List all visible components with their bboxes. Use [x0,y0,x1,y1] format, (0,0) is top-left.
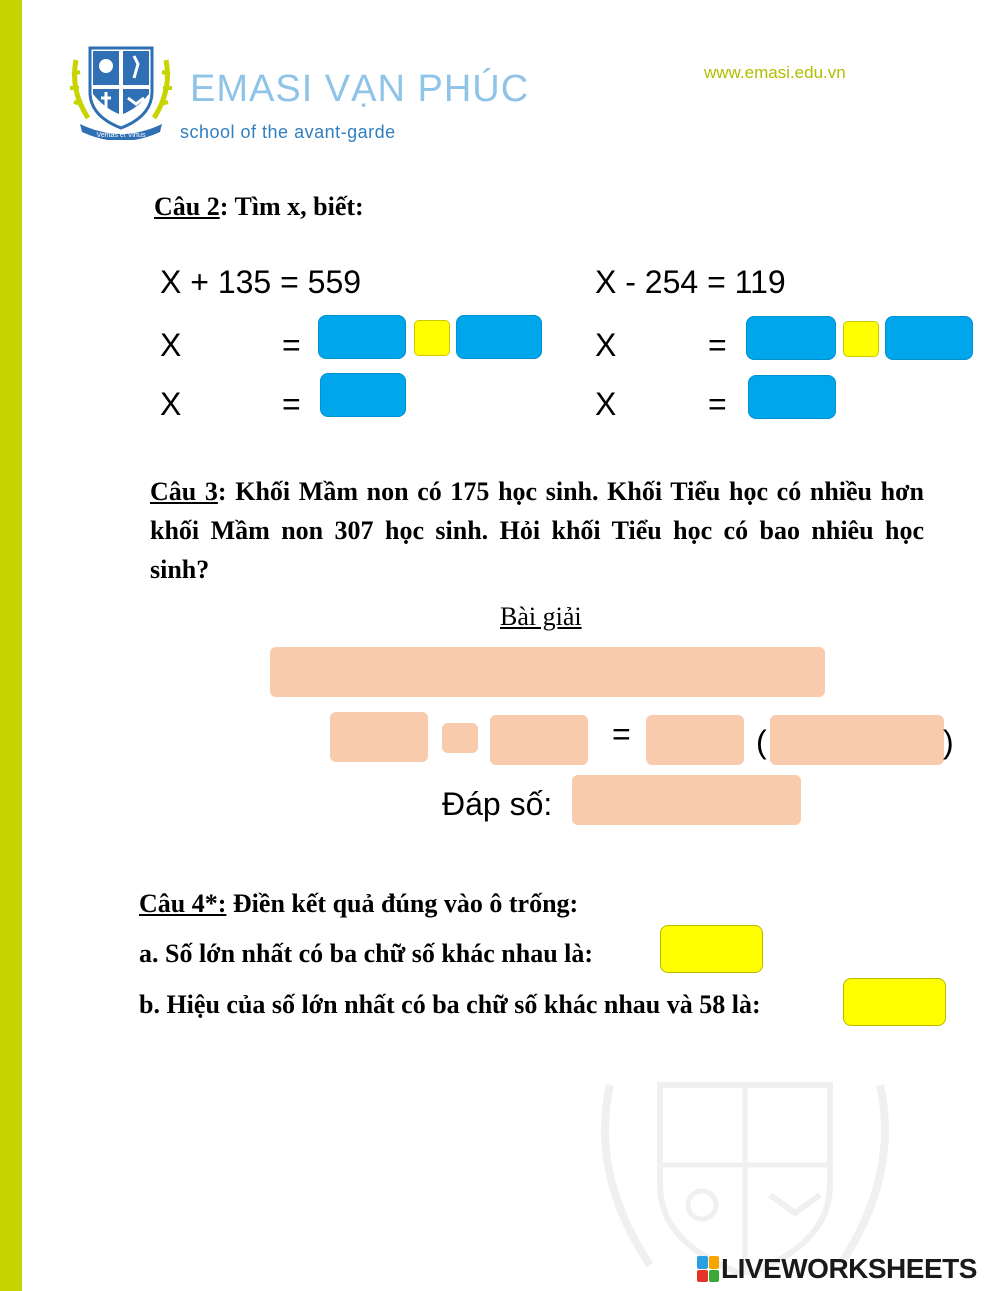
q4-label: Câu 4*: [139,889,227,918]
liveworksheets-brand: LIVEWORKSHEETS [721,1253,977,1284]
q2-title [154,192,364,222]
q3-operand2-input[interactable] [490,715,588,765]
q2-left-operand2-input[interactable] [456,315,542,359]
school-tagline: school of the avant-garde [180,122,396,142]
liveworksheets-icon [697,1256,719,1282]
q2-right-x-row1: X [595,327,617,363]
q3-answer-input[interactable] [572,775,801,825]
q4-prompt: Điền kết quả đúng vào ô trống: [226,889,579,918]
q3-sentence-input[interactable] [270,647,825,697]
q2-right-operand1-input[interactable] [746,316,836,360]
q3-label: Câu 3 [150,477,218,506]
q3-result-input[interactable] [646,715,744,765]
q4-part-b: b. Hiệu của số lớn nhất có ba chữ số khác nhau và 58 là: [139,990,761,1019]
liveworksheets-logo [697,1253,977,1285]
q2-prompt: : Tìm x, biết: [219,192,364,221]
q2-left-x-row1: X [160,327,182,363]
q3-operator-input[interactable] [442,723,478,753]
q2-left-equals-row2: = [282,386,301,422]
q2-left-operand1-input[interactable] [318,315,406,359]
q2-left-result-input[interactable] [320,373,406,417]
side-accent-bar [0,0,22,1291]
q3-unit-input[interactable] [770,715,944,765]
q3-equals: = [612,716,631,752]
q2-left-operator-input[interactable] [414,320,450,356]
q3-answer-label: Đáp số: [442,786,553,822]
q3-problem-text: : Khối Mầm non có 175 học sinh. Khối Tiểu học có nhiều hơn khối Mầm non 307 học sinh. Hỏi khối Tiểu học có bao nhiêu học sinh? [150,477,924,584]
q4-title [139,889,578,919]
q2-right-operator-input[interactable] [843,321,879,357]
q2-right-equation: X - 254 = 119 [595,264,786,300]
q4-b-answer-input[interactable] [843,978,946,1026]
q3-solution-title: Bài giải [500,602,582,631]
website-link[interactable]: www.emasi.edu.vn [704,63,846,82]
q4-a-answer-input[interactable] [660,925,763,973]
q2-right-operand2-input[interactable] [885,316,973,360]
q4-part-a: a. Số lớn nhất có ba chữ số khác nhau là: [139,939,594,968]
q3-paren-close: ) [943,724,954,760]
q3-paren-open: ( [756,724,767,760]
q2-right-result-input[interactable] [748,375,836,419]
q3-operand1-input[interactable] [330,712,428,762]
school-name: EMASI VẠN PHÚC [190,68,530,110]
q2-label: Câu 2 [154,192,220,221]
q2-right-equals-row2: = [708,386,727,422]
crest-watermark-icon [590,1075,900,1275]
q2-left-x-row2: X [160,386,182,422]
q2-left-equals-row1: = [282,327,301,363]
q2-left-equation: X + 135 = 559 [160,264,362,300]
q2-right-x-row2: X [595,386,617,422]
crest-motto: Veritas et Virtus [96,132,146,139]
q3-problem [150,472,924,589]
school-crest-icon [66,40,176,140]
q2-right-equals-row1: = [708,327,727,363]
